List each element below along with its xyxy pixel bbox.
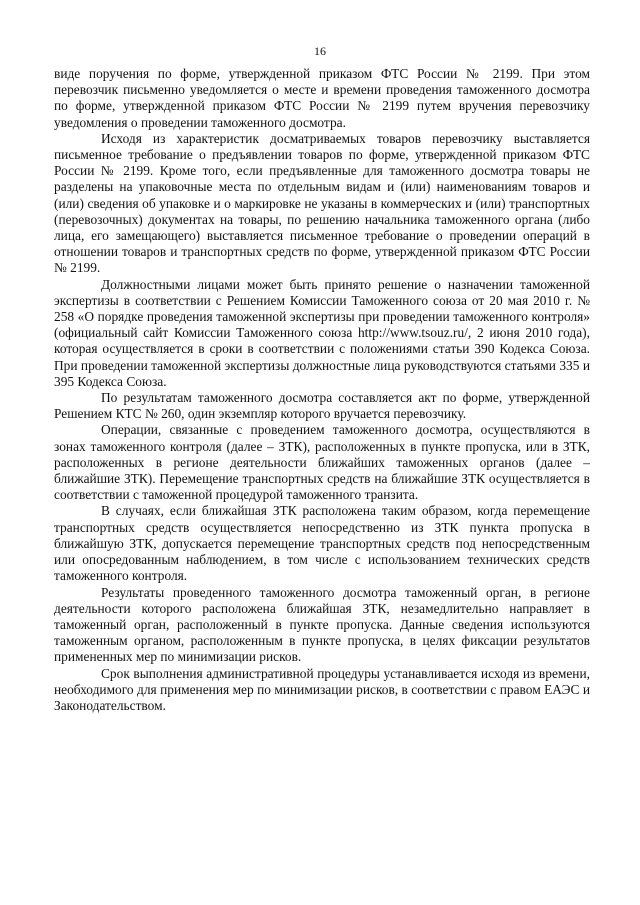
paragraph: Операции, связанные с проведением таможенного досмотра, осуществляются в зонах таможенного контроля (далее – ЗТК), расположенных в пункте пропуска, или в ЗТК, расположенных в регионе деятельности ближайших таможенных органов (далее – ближайшие ЗТК). Перемещение транспортных средств на ближайшие ЗТК осуществляется в соответствии с таможенной процедурой таможенного транзита. bbox=[54, 422, 590, 503]
paragraph: Срок выполнения административной процедуры устанавливается исходя из времени, необходимого для применения мер по минимизации рисков, в соответствии с правом ЕАЭС и Законодательством. bbox=[54, 665, 590, 713]
document-body bbox=[54, 66, 590, 714]
paragraph: Исходя из характеристик досматриваемых товаров перевозчику выставляется письменное требование о предъявлении товаров по форме, утвержденной приказом ФТС России № 2199. Кроме того, если предъявленные для таможенного досмотра товары не разделены на упаковочные места по отдельным видам и (или) наименованиям товаров и (или) сведения об упаковке и о маркировке не указаны в коммерческих и (или) транспортных (перевозочных) документах на товары, по решению начальника таможенного органа (либо лица, его замещающего) выставляется письменное требование о проведении операций в отношении товаров и транспортных средств по форме, утвержденной приказом ФТС России № 2199. bbox=[54, 130, 590, 276]
page-number: 16 bbox=[314, 44, 326, 58]
paragraph-continuation: виде поручения по форме, утвержденной приказом ФТС России № 2199. При этом перевозчик письменно уведомляется о месте и времени проведения таможенного досмотра по форме, утвержденной приказом ФТС России № 2199 путем вручения перевозчику уведомления о проведении таможенного досмотра. bbox=[54, 66, 590, 130]
paragraph: В случаях, если ближайшая ЗТК расположена таким образом, когда перемещение транспортных средств осуществляется непосредственно из ЗТК пункта пропуска в ближайшую ЗТК, допускается перемещение транспортных средств под непосредственным или опосредованным наблюдением, в том числе с использованием технических средств таможенного контроля. bbox=[54, 503, 590, 584]
paragraph: Должностными лицами может быть принято решение о назначении таможенной экспертизы в соответствии с Решением Комиссии Таможенного союза от 20 мая 2010 г. № 258 «О порядке проведения таможенной экспертизы при проведении таможенного контроля» (официальный сайт Комиссии Таможенного союза http://www.tsouz.ru/, 2 июня 2010 года), которая осуществляется в сроки в соответствии с положениями статьи 390 Кодекса Союза. При проведении таможенной экспертизы должностные лица руководствуются статьями 335 и 395 Кодекса Союза. bbox=[54, 276, 590, 389]
paragraph: По результатам таможенного досмотра составляется акт по форме, утвержденной Решением КТС № 260, один экземпляр которого вручается перевозчику. bbox=[54, 390, 590, 422]
paragraph: Результаты проведенного таможенного досмотра таможенный орган, в регионе деятельности которого расположена ближайшая ЗТК, незамедлительно направляет в таможенный орган, расположенный в пункте пропуска. Данные сведения используются таможенным органом, расположенным в пункте пропуска, в целях фиксации результатов примененных мер по минимизации рисков. bbox=[54, 584, 590, 665]
